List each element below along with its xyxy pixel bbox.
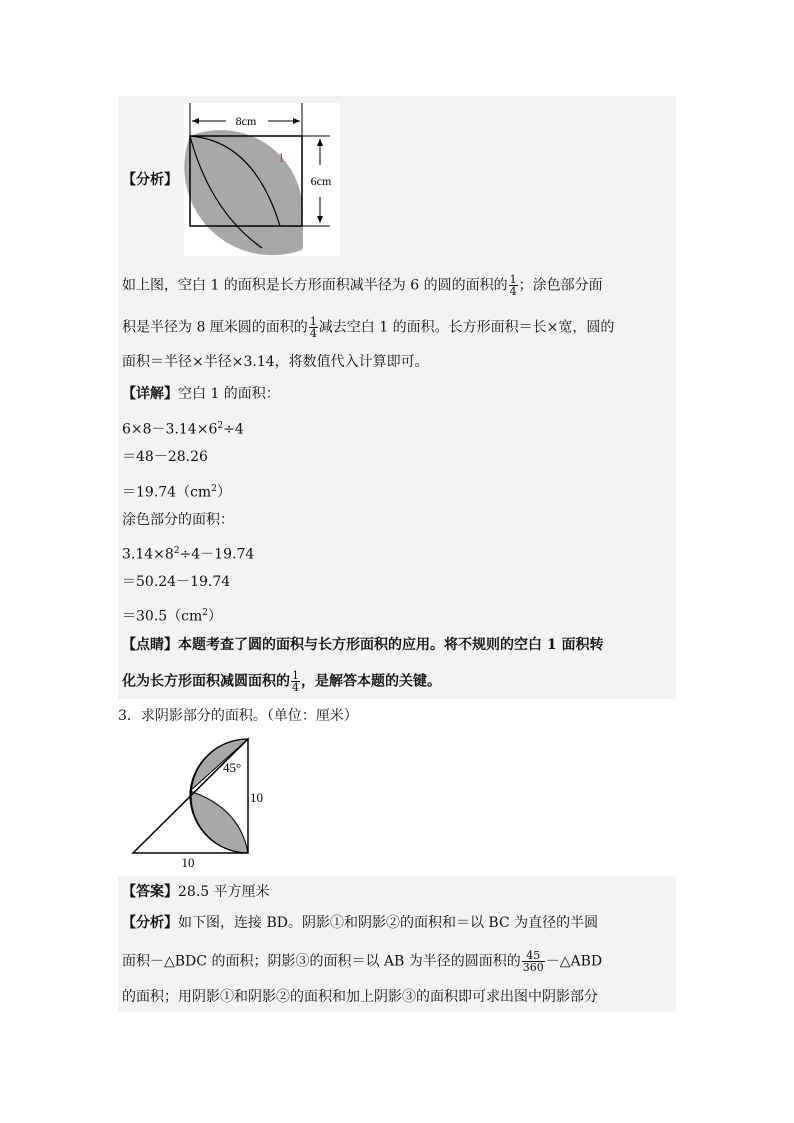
figure-rectangle-quarter-circles <box>184 103 340 256</box>
fraction: $\frac{1}{4}$ <box>309 315 317 340</box>
detail-heading <box>122 384 280 404</box>
analysis2-line-1: 【分析】如下图，连接 BD。阴影①和阴影②的面积和＝以 BC 为直径的半圆 <box>122 915 599 931</box>
fraction: $\frac{1}{4}$ <box>292 669 299 694</box>
detail-line-5: ＝50.24－19.74 <box>122 574 231 590</box>
fraction: $\frac{1}{4}$ <box>509 273 517 298</box>
analysis-text: 减去空白 1 的面积。长方形面积＝长×宽，圆的 <box>318 319 615 336</box>
question-3-text: 3．求阴影部分的面积。（单位：厘米） <box>118 708 358 724</box>
analysis-line-2 <box>122 316 614 339</box>
analysis2-line-2: 面积－△BDC 的面积；阴影③的面积＝以 AB 为半径的圆面积的 $\frac{45}{360}$ －△ABD <box>122 949 603 974</box>
analysis2-line-3: 的面积；用阴影①和阴影②的面积和加上阴影③的面积即可求出图中阴影部分 <box>122 989 598 1005</box>
angle-label: 45° <box>223 760 242 775</box>
detail-label: 【详解】 <box>122 386 178 402</box>
detail-line-6: $=30.5(cm^2)$ <box>122 608 223 625</box>
detail-line-3: $=19.74(cm^2)$ <box>122 484 231 501</box>
fraction: $\frac{45}{360}$ <box>522 949 544 974</box>
analysis2-label: 【分析】 <box>122 915 178 931</box>
side-label: 10 <box>250 790 263 805</box>
analysis-label: 【分析】 <box>122 172 178 188</box>
shaded-area-title: 涂色部分的面积： <box>122 512 234 528</box>
region-label: 1 <box>278 150 285 165</box>
analysis-text: 积是半径为 8 厘米圆的面积的 <box>122 319 308 336</box>
answer-line <box>122 882 270 902</box>
shaded-region-bottom <box>190 791 248 853</box>
analysis-line-1 <box>122 274 603 297</box>
detail-line-1: $6\times 8-3.14\times 6^2\div 4$ <box>122 421 244 438</box>
comment-line-2: 化为长方形面积减圆面积的 $\frac{1}{4}$ ，是解答本题的关键。 <box>122 669 441 694</box>
answer-label: 【答案】 <box>122 884 178 900</box>
base-label: 10 <box>181 855 195 868</box>
detail-title: 空白 1 的面积： <box>178 386 280 402</box>
height-label: 6cm <box>310 174 332 188</box>
analysis-line-3: 面积＝半径×半径×3.14，将数值代入计算即可。 <box>122 354 429 370</box>
analysis-text: 如上图，空白 1 的面积是长方形面积减半径为 6 的圆的面积的 <box>122 277 508 294</box>
answer-text: 28.5 平方厘米 <box>178 884 270 900</box>
figure-triangle-semicircle <box>130 736 280 868</box>
comment-line-1: 【点睛】本题考查了圆的面积与长方形面积的应用。将不规则的空白 1 面积转 <box>122 637 604 653</box>
detail-line-2: ＝48－28.26 <box>122 449 208 465</box>
detail-line-4: $3.14\times 8^2\div 4-19.74$ <box>122 546 255 563</box>
comment-label: 【点睛】 <box>122 637 178 653</box>
analysis-text: ；涂色部分面 <box>518 277 603 294</box>
width-label: 8cm <box>235 114 257 128</box>
